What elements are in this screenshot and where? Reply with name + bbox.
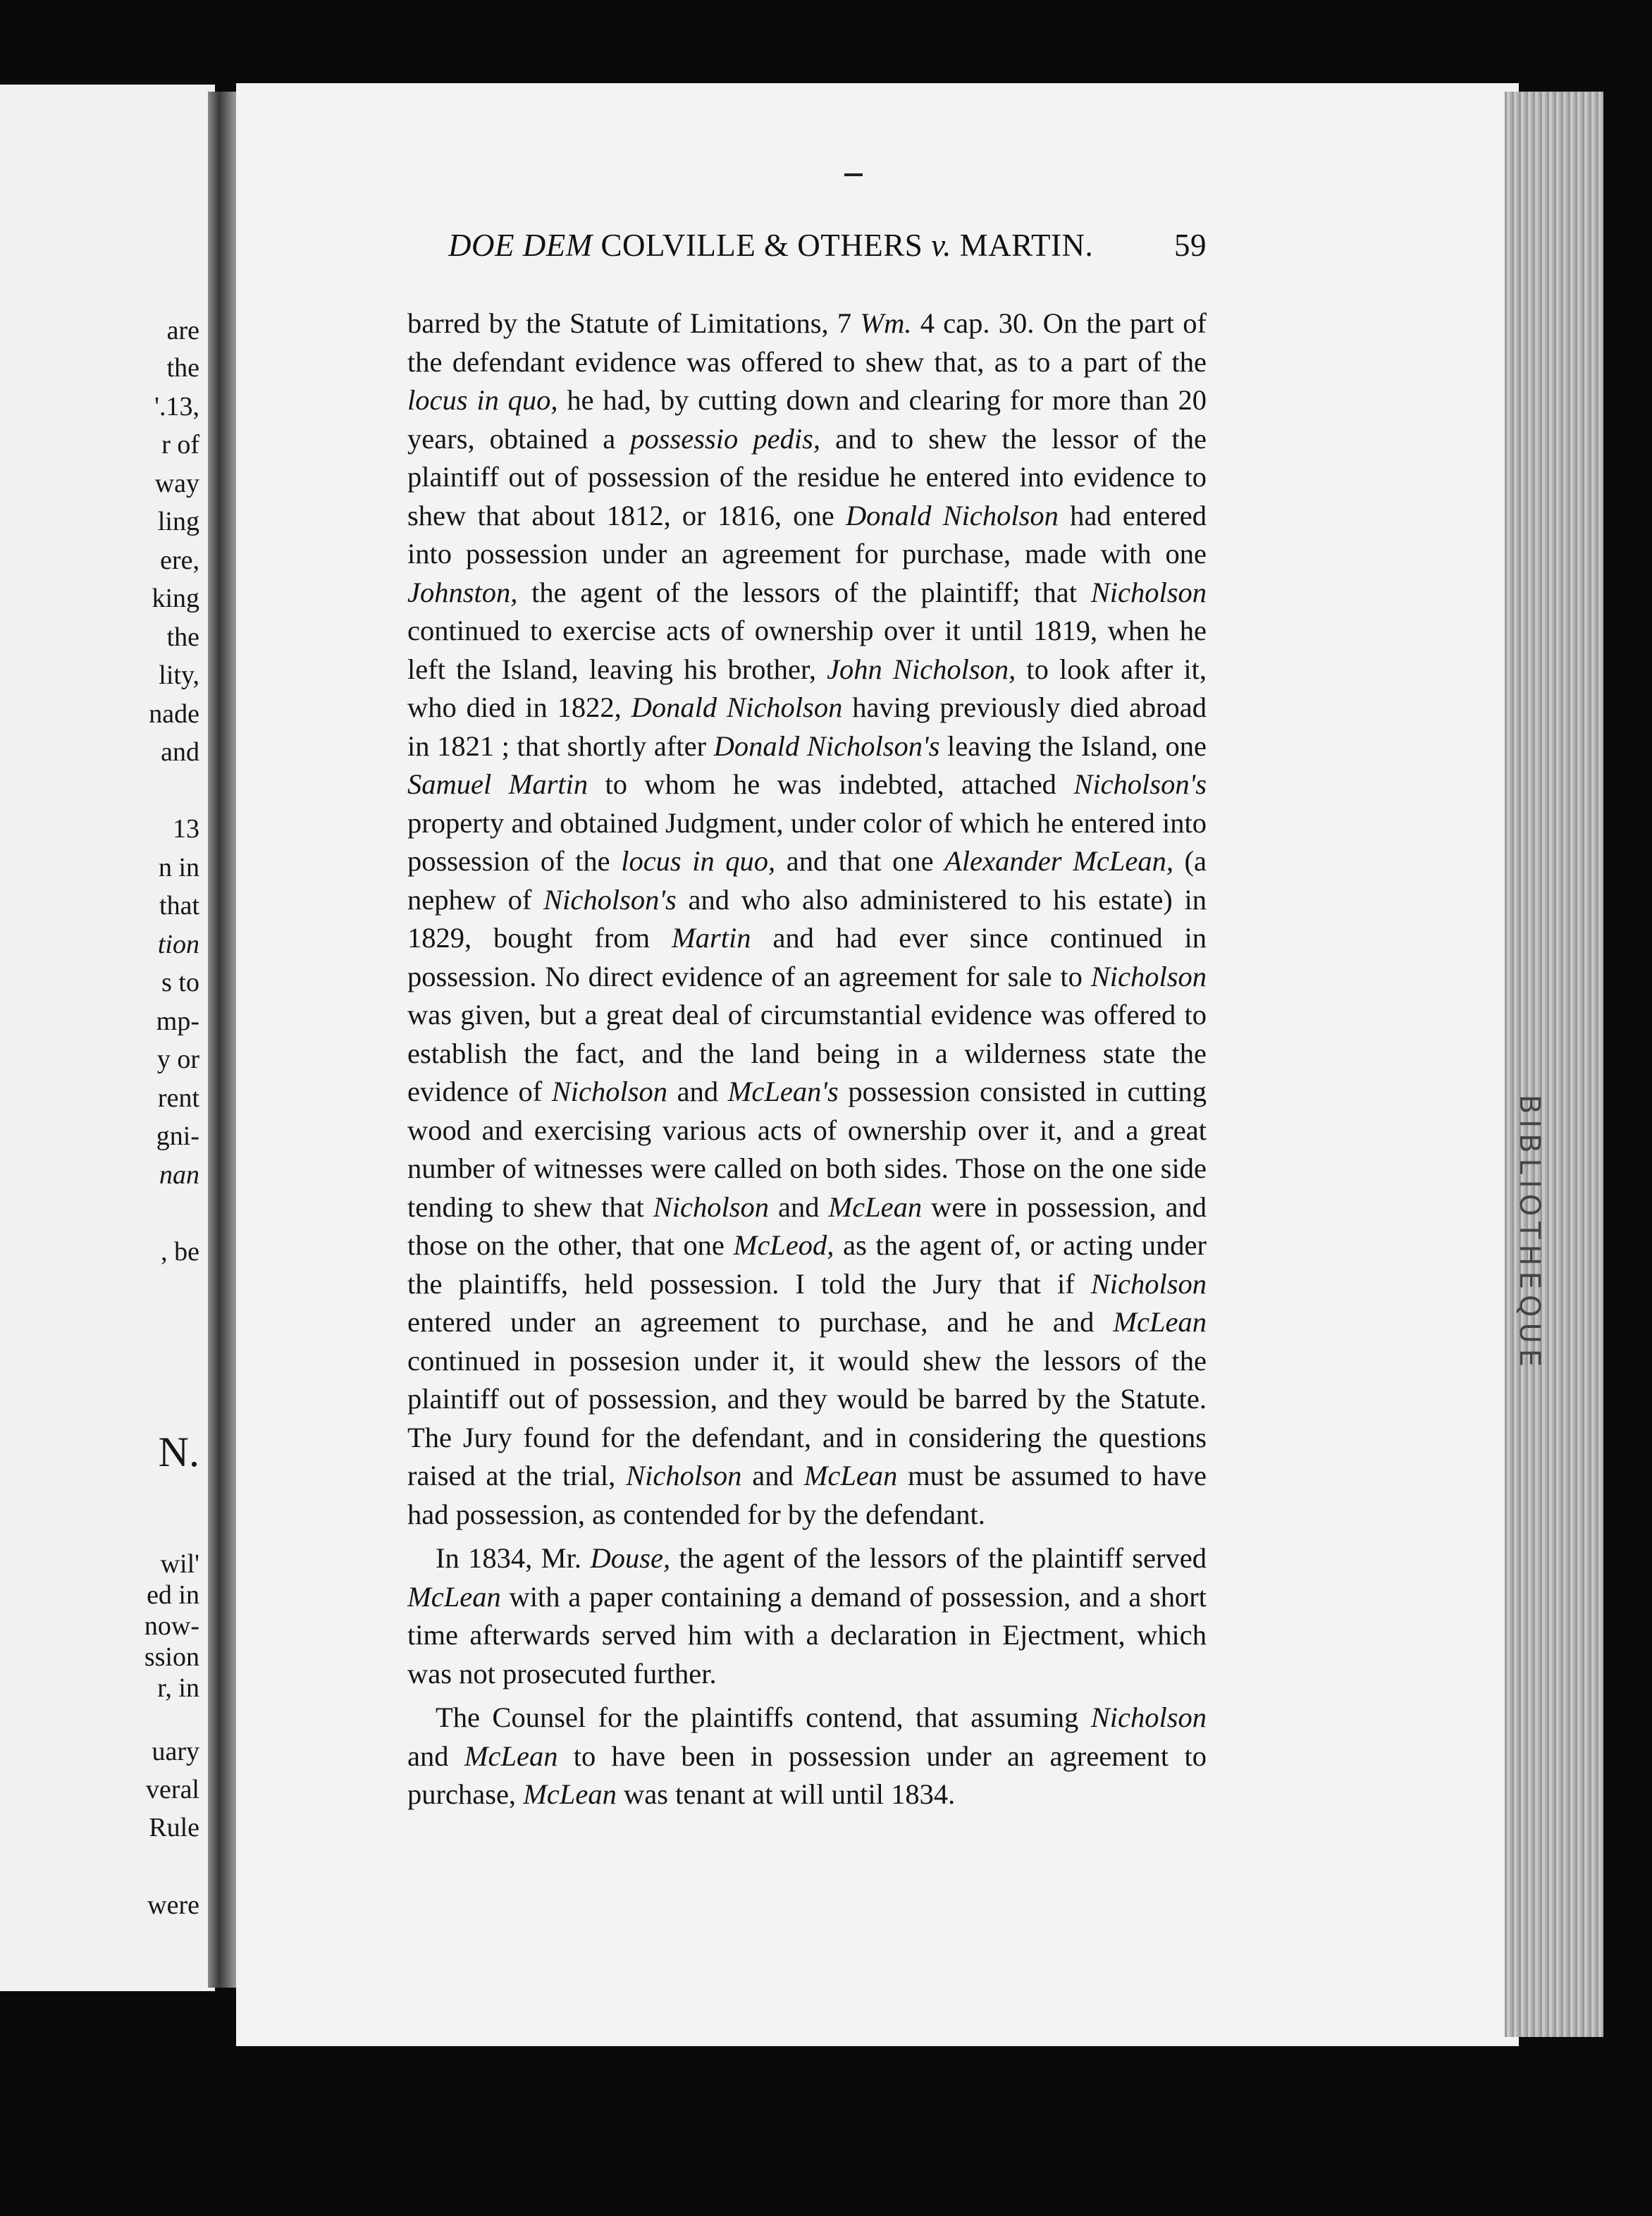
left-page-fragment: way (154, 469, 199, 498)
text-run: was given, but a great deal of circumstantial evidence was offered to establish the fact, and the land being in a wilderness state the evidence of (407, 999, 1207, 1107)
italic-name: McLean (1113, 1306, 1207, 1338)
library-stamp-text: BIBLIOTHEQUE (1513, 1094, 1546, 1373)
left-page-fragment: N. (158, 1429, 199, 1475)
left-page-fragment: tion (157, 930, 199, 959)
text-run: continued in possesion under it, it would shew the lessors of the plaintiff out of possession, and they would be barred by the Statute. The Jury found for the defendant, and in considering the questions raised at the trial, (407, 1344, 1207, 1491)
running-head-title-italic: DOE DEM (448, 228, 593, 263)
italic-name: Douse, (590, 1542, 671, 1574)
italic-name: Nicholson's (543, 883, 677, 916)
italic-name: Donald Nicholson (631, 691, 843, 723)
italic-name: Nicholson (1090, 960, 1207, 992)
left-page-fragment: ling (157, 507, 199, 536)
left-page-fragment: nan (159, 1160, 199, 1190)
left-page-fragment: ed in (147, 1580, 199, 1610)
italic-name: Nicholson (653, 1190, 770, 1223)
text-run: possession consisted in cutting wood and exercising various acts of ownership over it, and a great number of witnesses were called on both sides. Those on the one side tending to shew that (407, 1076, 1207, 1223)
left-page-fragment: veral (146, 1775, 199, 1804)
italic-name: Alexander McLean, (944, 845, 1173, 877)
top-dash-mark (844, 173, 863, 176)
text-run: as the agent of, or acting under the plaintiffs, held possession. I told the Jury that if (407, 1229, 1207, 1300)
italic-name: McLean's (727, 1076, 839, 1107)
page-edges (1505, 92, 1603, 2037)
left-page-fragment: n in (158, 853, 199, 882)
text-run: and who also administered to his estate) in 1829, bought from (407, 883, 1207, 954)
italic-name: Nicholson (1090, 576, 1207, 608)
running-head-title (448, 227, 1093, 264)
left-page-fragment: uary (152, 1737, 199, 1766)
left-page-fragment: the (166, 353, 199, 383)
left-page-fragment: that (159, 891, 199, 921)
text-run: and had ever since continued in possession. No direct evidence of an agreement for sale to (407, 922, 1207, 992)
left-page-fragment: were (147, 1890, 199, 1920)
running-head (448, 227, 1207, 264)
text-run: with a paper containing a demand of possession, and a short time afterwards served him with a declaration in Ejectment, which was not prosecuted further. (407, 1580, 1207, 1689)
text-run: 4 cap. 30. On the part of the defendant evidence was offered to shew that, as to a part of the (407, 307, 1207, 378)
left-page-fragment: the (166, 622, 199, 652)
text-run: entered under an agreement to purchase, and he and (407, 1306, 1114, 1338)
text-run: In 1834, Mr. (436, 1542, 591, 1574)
text-run: (a nephew of (407, 845, 1207, 916)
body-paragraph (407, 1539, 1207, 1693)
italic-name: John Nicholson, (827, 653, 1016, 685)
running-head-versus: v. (931, 228, 951, 263)
left-page-fragment: mp- (156, 1007, 199, 1036)
italic-name: Martin (672, 922, 751, 954)
text-run: The Counsel for the plaintiffs contend, that assuming (436, 1701, 1091, 1733)
left-page (0, 85, 215, 1991)
text-run: the agent of the lessors of the plaintiff; that (517, 576, 1091, 608)
text-run: and (667, 1076, 728, 1107)
italic-name: possessio pedis, (630, 422, 820, 455)
text-run: to look after it, who died in 1822, (407, 653, 1207, 723)
text-run: having previously died abroad in 1821 ; that shortly after (407, 691, 1207, 762)
text-run: were in possession, and those on the other, that one (407, 1190, 1207, 1261)
italic-name: Nicholson (1090, 1701, 1207, 1733)
text-run: property and obtained Judgment, under color of which he entered into possession of the (407, 806, 1207, 877)
italic-name: Nicholson's (1073, 768, 1207, 800)
italic-name: Samuel Martin (407, 768, 588, 800)
left-page-fragment: Rule (149, 1813, 199, 1842)
text-run: barred by the Statute of Limitations, 7 (407, 307, 861, 339)
italic-name: McLeod, (733, 1229, 834, 1261)
text-run: had entered into possession under an agreement for purchase, made with one (407, 499, 1207, 570)
italic-name: McLean (828, 1190, 923, 1223)
text-run: and that one (775, 845, 945, 877)
italic-name: Wm. (860, 307, 912, 339)
italic-name: locus in quo, (407, 384, 558, 416)
italic-name: Nicholson (626, 1460, 742, 1491)
body-text (407, 304, 1207, 1814)
left-page-fragment: rent (157, 1083, 199, 1113)
italic-name: locus in quo, (621, 845, 776, 877)
italic-name: Nicholson (551, 1076, 668, 1107)
text-run: to whom he was indebted, attached (588, 768, 1074, 800)
left-page-fragment: and (161, 737, 199, 767)
library-stamp (1513, 1085, 1546, 1381)
italic-name: Nicholson (1090, 1267, 1207, 1300)
running-head-title-rest: COLVILLE & OTHERS (600, 228, 923, 263)
italic-name: Johnston, (407, 576, 518, 608)
body-paragraph (407, 304, 1207, 1534)
text-run: and to shew the lessor of the plaintiff out of possession of the residue he entered into evidence to shew that about 1812, or 1816, one (407, 422, 1207, 531)
text-run: to have been in possession under an agreement to purchase, (407, 1740, 1207, 1810)
text-run: the agent of the lessors of the plaintiff served (670, 1542, 1207, 1574)
italic-name: McLean (523, 1778, 617, 1810)
left-page-fragment: are (166, 316, 199, 345)
body-paragraph (407, 1699, 1207, 1814)
left-page-fragment: gni- (156, 1121, 199, 1151)
left-page-fragment: now- (144, 1611, 199, 1641)
left-page-fragment: wil' (160, 1549, 199, 1579)
text-run: continued to exercise acts of ownership over it until 1819, when he left the Island, leaving his brother, (407, 615, 1207, 685)
text-run: must be assumed to have had possession, as contended for by the defendant. (407, 1460, 1207, 1530)
left-page-fragment: '.13, (154, 392, 199, 421)
book-gutter (208, 92, 236, 1988)
running-head-party: MARTIN. (959, 228, 1094, 263)
page-number: 59 (1174, 228, 1207, 263)
left-page-fragment: nade (149, 699, 199, 729)
left-page-fragment: r of (161, 430, 199, 460)
left-page-fragment: r, in (157, 1673, 199, 1703)
left-page-fragment: y or (156, 1045, 199, 1074)
text-run: was tenant at will until 1834. (616, 1778, 956, 1810)
text-run: leaving the Island, one (939, 730, 1207, 762)
text-run: and (407, 1740, 464, 1772)
text-run: he had, by cutting down and clearing for more than 20 years, obtained a (407, 384, 1207, 455)
left-page-fragment: ere, (160, 546, 199, 575)
left-page-fragment: lity, (159, 660, 199, 690)
italic-name: McLean (803, 1460, 898, 1491)
left-page-fragment: 13 (173, 814, 199, 844)
italic-name: McLean (407, 1580, 501, 1613)
left-page-fragment: , be (161, 1237, 199, 1267)
left-page-fragment: ssion (144, 1642, 199, 1672)
text-run: and (741, 1460, 804, 1491)
italic-name: McLean (464, 1740, 558, 1772)
italic-name: Donald Nicholson's (713, 730, 940, 762)
italic-name: Donald Nicholson (845, 499, 1059, 531)
text-run: and (769, 1190, 829, 1223)
left-page-fragment: s to (161, 968, 199, 997)
left-page-fragment: king (152, 584, 199, 613)
